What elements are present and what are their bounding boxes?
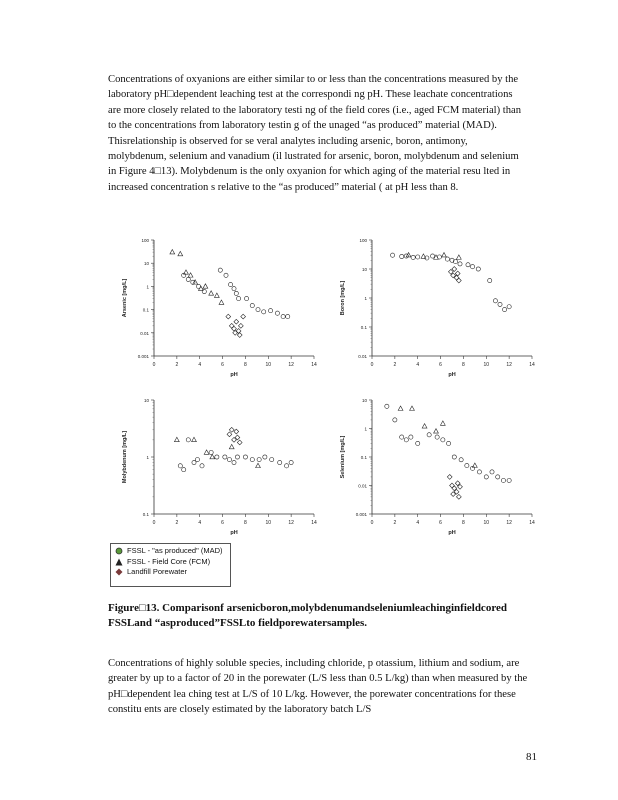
y-tick-label: 100 (141, 238, 149, 243)
data-point (393, 418, 397, 422)
data-point (437, 255, 441, 259)
x-tick-label: 2 (393, 362, 397, 368)
y-tick-label: 0.1 (142, 307, 149, 313)
data-point (234, 291, 238, 295)
data-point (496, 475, 500, 479)
data-point (192, 460, 196, 464)
data-point (262, 310, 266, 314)
data-point (289, 460, 293, 464)
data-point (281, 314, 285, 318)
data-point (400, 435, 404, 439)
data-point (286, 314, 290, 318)
x-tick-label: 14 (529, 520, 535, 526)
data-point (250, 303, 254, 307)
circle-icon (115, 547, 123, 555)
data-point (275, 311, 279, 315)
data-point (458, 262, 462, 266)
data-point (200, 464, 204, 468)
selenium-chart (328, 392, 538, 540)
data-point (232, 326, 237, 331)
data-point (456, 494, 461, 499)
data-point (224, 273, 228, 277)
data-point (422, 424, 427, 428)
y-tick-label: 0.1 (360, 455, 367, 460)
x-tick-label: 8 (244, 362, 247, 368)
data-point (455, 271, 460, 276)
data-point (238, 323, 243, 328)
data-point (493, 299, 497, 303)
x-tick-label: 10 (483, 362, 490, 368)
data-point (450, 483, 455, 488)
x-tick-label: 12 (506, 520, 512, 526)
paragraph-oxyanions: Concentrations of oxyanions are either similar to or less than the concentrations measured by the laboratory pH□dependent leaching test at the correspondi ng pH. These leachate concentrations are more closely related to the laboratory testi ng of the field cores (i.e., aged FCM material) than to the concentrations from laboratory testin g of the unaged “as produced” material (MAD). Thisrelationship is observed for se veral analytes including arsenic, boron, antimony, molybdenum, selenium and vanadium (il lustrated for arsenic, boron, molybdenum and selenium in Figure 4□13). Molybdenum is the only oxyanion for which aging of the material resu lted in increased concentration s relative to the “as produced” material ( at pH less than 8. (108, 74, 522, 193)
data-point (459, 458, 463, 462)
data-point (447, 475, 452, 480)
x-tick-label: 2 (175, 362, 179, 368)
data-point (263, 455, 267, 459)
data-point (215, 455, 219, 459)
y-tick-label: 1 (364, 426, 367, 432)
x-tick-label: 6 (439, 362, 442, 368)
page-number: 81 (526, 751, 537, 763)
data-point (452, 267, 457, 272)
data-point (488, 278, 492, 282)
legend-item-mad (115, 546, 226, 557)
y-tick-label: 0.1 (360, 325, 367, 330)
data-point (398, 406, 403, 410)
data-point (411, 255, 415, 259)
data-point (229, 427, 234, 432)
data-point (390, 253, 394, 257)
data-point (226, 314, 231, 319)
data-point (278, 460, 282, 464)
paragraph-soluble-species: Concentrations of highly soluble species, including chloride, p otassium, lithium and sodium, are greater by up to a factor of 20 in the porewater (L/S less than 0.5 L/kg) than when measured by the pH□dependent lea ching test at L/S of 10 L/kg. However, the porewater concentrations for these constitu ents are closely estimated by the laboratory batch L/S (108, 658, 528, 716)
y-tick-label: 0.01 (358, 354, 367, 359)
data-point (466, 263, 470, 267)
data-point (477, 470, 481, 474)
data-point (228, 282, 232, 286)
data-point (440, 421, 445, 425)
x-tick-label: 10 (265, 520, 272, 526)
y-tick-label: 10 (143, 261, 149, 267)
data-point (202, 289, 206, 293)
x-tick-label: 6 (439, 520, 442, 526)
data-point (507, 305, 511, 309)
legend-label: Landfill Porewater (127, 567, 188, 576)
data-point (170, 250, 175, 254)
triangle-icon (115, 558, 123, 566)
data-point (192, 437, 197, 441)
y-tick-label: 1 (146, 284, 149, 290)
data-point (270, 458, 274, 462)
data-point (237, 440, 242, 445)
diamond-icon (115, 568, 123, 576)
data-point (416, 255, 420, 259)
data-point (256, 463, 261, 467)
x-tick-label: 8 (244, 520, 247, 526)
y-axis-label: Molybdenum [mg/L] (122, 430, 128, 484)
data-point (229, 444, 234, 448)
data-point (223, 455, 227, 459)
data-point (178, 464, 182, 468)
data-point (501, 478, 505, 482)
x-tick-label: 10 (265, 362, 272, 368)
data-point (209, 291, 214, 295)
data-point (446, 441, 450, 445)
data-point (470, 265, 474, 269)
figure-caption: Figure□13. Comparisonf arsenicboron,molybdenumandseleniumleachinginfieldcored FSSLand “asproduced”FSSLto fieldporewatersamples. (108, 602, 508, 629)
chart-legend (110, 543, 231, 587)
data-point (174, 437, 179, 441)
data-point (196, 284, 200, 288)
data-point (195, 458, 199, 462)
data-point (204, 450, 209, 454)
x-tick-label: 4 (416, 362, 420, 368)
data-point (435, 435, 439, 439)
data-point (209, 450, 213, 454)
x-tick-label: 4 (198, 520, 202, 526)
y-tick-label: 0.001 (355, 512, 367, 517)
x-axis-label: pH (448, 372, 456, 378)
data-point (498, 302, 502, 306)
data-point (441, 438, 445, 442)
data-point (456, 278, 461, 283)
x-tick-label: 12 (288, 520, 294, 526)
data-point (237, 333, 242, 338)
data-point (404, 438, 408, 442)
x-axis-label: pH (448, 530, 456, 536)
arsenic-chart (110, 232, 320, 382)
data-point (502, 307, 506, 311)
data-point (227, 458, 231, 462)
data-point (241, 314, 246, 319)
data-point (227, 432, 232, 437)
x-tick-label: 0 (370, 520, 374, 526)
x-tick-label: 6 (221, 520, 224, 526)
boron-chart (328, 232, 538, 382)
x-tick-label: 8 (462, 362, 465, 368)
data-point (284, 464, 288, 468)
x-tick-label: 0 (152, 520, 156, 526)
y-axis-label: Selenium [mg/L] (340, 435, 346, 479)
data-point (236, 296, 240, 300)
data-point (476, 267, 480, 271)
data-point (484, 475, 488, 479)
data-point (218, 268, 222, 272)
data-point (234, 429, 239, 434)
y-tick-label: 10 (143, 398, 149, 403)
x-tick-label: 4 (416, 520, 420, 526)
data-point (243, 455, 247, 459)
data-point (385, 404, 389, 408)
data-point (203, 284, 208, 288)
data-point (256, 308, 260, 312)
data-point (214, 293, 219, 297)
data-point (234, 319, 239, 324)
data-point (404, 254, 408, 258)
x-axis-label: pH (230, 372, 238, 378)
data-point (219, 300, 224, 304)
y-tick-label: 1 (146, 455, 149, 460)
x-tick-label: 8 (462, 520, 465, 526)
y-axis-label: Arsenic [mg/L] (122, 278, 128, 318)
data-point (235, 455, 239, 459)
data-point (186, 438, 190, 442)
data-point (232, 287, 236, 291)
x-tick-label: 0 (370, 362, 374, 368)
legend-label: FSSL - "as produced" (MAD) (127, 546, 223, 555)
x-tick-label: 12 (506, 362, 512, 368)
data-point (445, 257, 449, 261)
data-point (233, 330, 238, 335)
data-point (186, 277, 190, 281)
data-point (210, 454, 215, 458)
data-point (427, 433, 431, 437)
data-point (232, 460, 236, 464)
data-point (465, 463, 469, 467)
y-tick-label: 0.1 (142, 512, 149, 517)
x-tick-label: 2 (175, 520, 179, 526)
x-tick-label: 14 (311, 520, 317, 526)
data-point (268, 309, 272, 313)
data-point (178, 251, 183, 255)
data-point (229, 323, 234, 328)
data-point (421, 254, 426, 258)
x-tick-label: 4 (198, 362, 202, 368)
legend-label: FSSL - Field Core (FCM) (127, 556, 211, 566)
y-tick-label: 0.001 (137, 354, 149, 359)
molybdenum-chart (110, 392, 320, 540)
data-point (507, 478, 511, 482)
x-tick-label: 12 (288, 362, 294, 368)
legend-item-fcm (115, 557, 226, 568)
x-tick-label: 10 (483, 520, 490, 526)
x-tick-label: 14 (529, 362, 535, 368)
y-tick-label: 100 (359, 238, 367, 243)
x-tick-label: 14 (311, 362, 317, 368)
x-axis-label: pH (230, 530, 238, 536)
x-tick-label: 0 (152, 362, 156, 368)
y-tick-label: 1 (364, 296, 367, 301)
data-point (250, 458, 254, 462)
data-point (442, 253, 447, 257)
data-point (430, 254, 434, 258)
y-tick-label: 0.01 (358, 483, 367, 489)
data-point (434, 429, 439, 433)
data-point (182, 468, 186, 472)
data-point (257, 458, 261, 462)
y-tick-label: 0.01 (140, 330, 149, 336)
data-point (490, 470, 494, 474)
data-point (452, 455, 456, 459)
data-point (244, 296, 248, 300)
data-point (236, 329, 241, 334)
x-tick-label: 2 (393, 520, 397, 526)
data-point (472, 463, 477, 467)
data-point (456, 255, 461, 259)
y-axis-label: Boron [mg/L] (340, 280, 346, 316)
data-point (416, 441, 420, 445)
data-point (410, 406, 415, 410)
data-point (188, 273, 193, 277)
y-tick-label: 10 (361, 267, 367, 272)
data-point (400, 254, 404, 258)
data-point (409, 435, 413, 439)
legend-item-porewater (115, 567, 226, 578)
x-tick-label: 6 (221, 362, 224, 368)
y-tick-label: 10 (361, 398, 367, 403)
